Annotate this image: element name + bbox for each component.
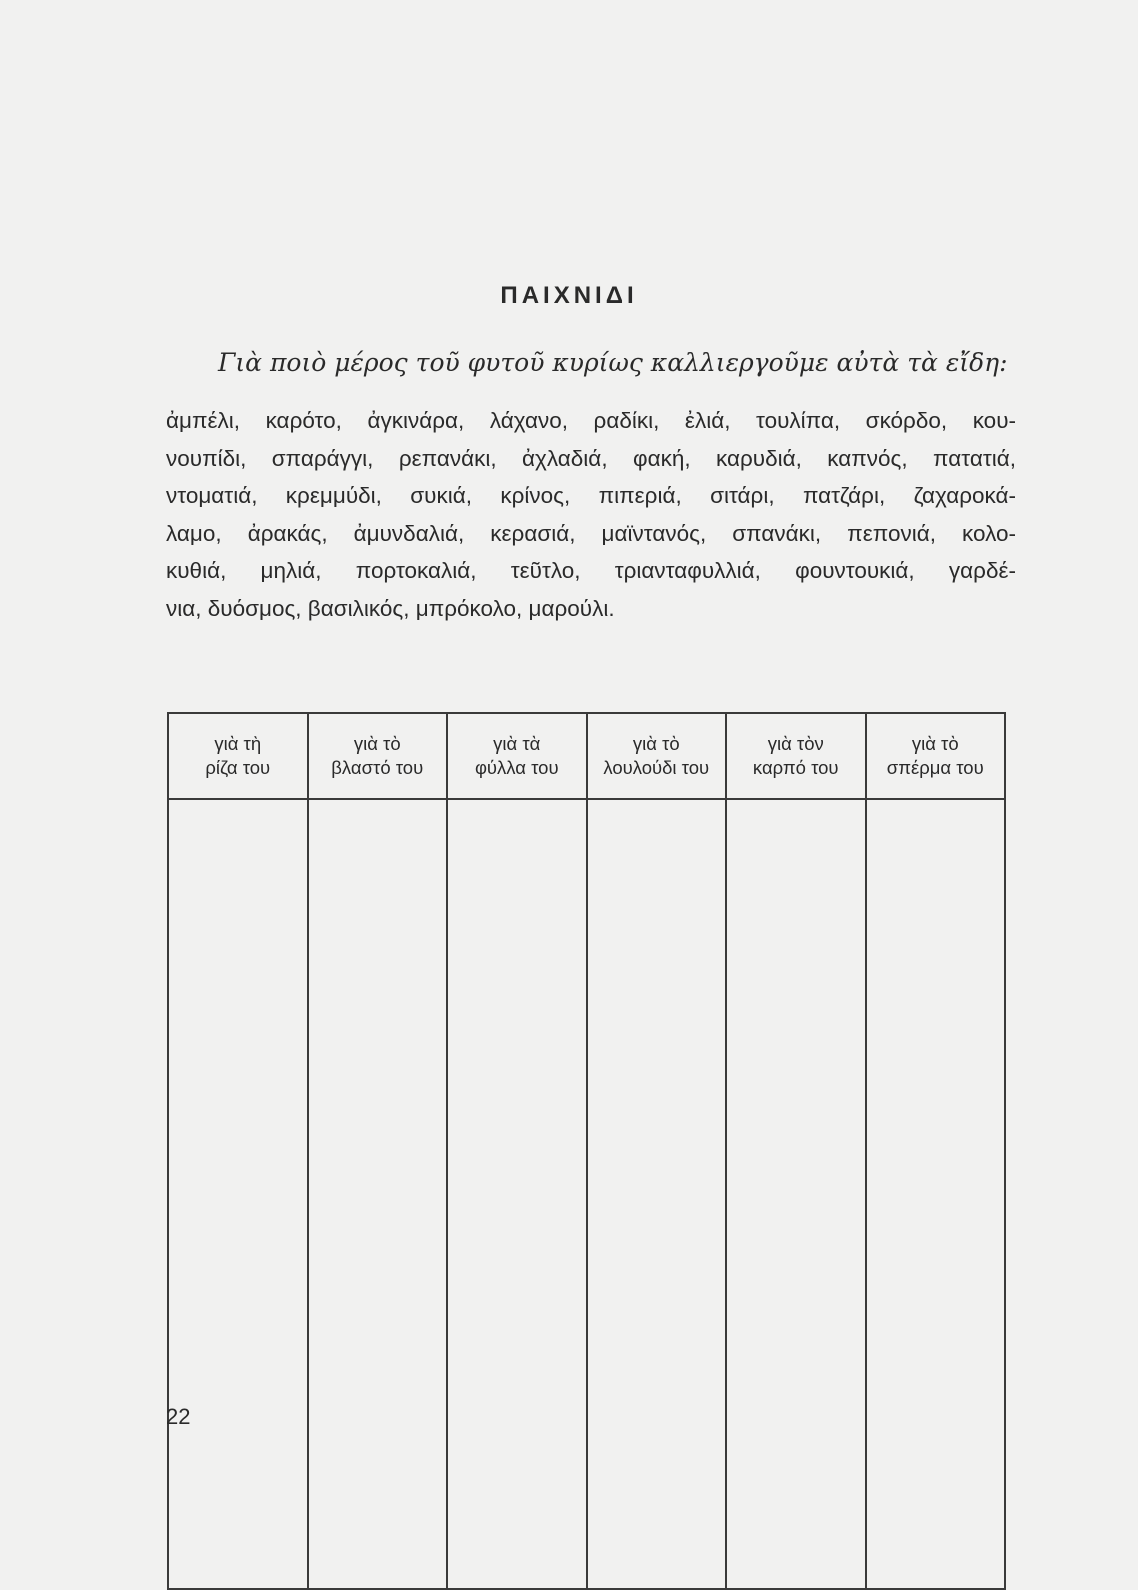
page-title: ΠΑΙΧΝΙΔΙ [500, 282, 638, 309]
column-header-line: γιὰ τὸ [911, 733, 959, 754]
column-header-stem [308, 713, 448, 799]
page-number: 22 [166, 1404, 191, 1429]
column-header-seed [866, 713, 1006, 799]
answer-cell-flower[interactable] [587, 799, 727, 1589]
column-header-line: λουλούδι του [603, 757, 710, 778]
plant-list-line: ἀμπέλι, καρότο, ἀγκινάρα, λάχανο, ραδίκι, ἐλιά, τουλίπα, σκόρδο, κου- [166, 408, 1016, 433]
column-header-line: γιὰ τὸ [632, 733, 680, 754]
column-header-line: καρπό του [752, 757, 839, 778]
plant-list-paragraph [166, 402, 1016, 627]
plant-parts-table [167, 712, 1006, 1590]
answer-cell-seed[interactable] [866, 799, 1006, 1589]
plant-list-line: κυθιά, μηλιά, πορτοκαλιά, τεῦτλο, τριανταφυλλιά, φουντουκιά, γαρδέ- [166, 558, 1016, 583]
column-header-line: γιὰ τὸν [767, 733, 824, 754]
column-header-root [168, 713, 308, 799]
answer-cell-root[interactable] [168, 799, 308, 1589]
plant-list-line: νουπίδι, σπαράγγι, ρεπανάκι, ἀχλαδιά, φακή, καρυδιά, καπνός, πατατιά, [166, 445, 1016, 471]
plant-list-line: ντοματιά, κρεμμύδι, συκιά, κρίνος, πιπεριά, σιτάρι, πατζάρι, ζαχαροκά- [166, 483, 1016, 508]
plant-list-line: νια, δυόσμος, βασιλικός, μπρόκολο, μαρούλι. [166, 595, 615, 621]
question-text: Γιὰ ποιὸ μέρος τοῦ φυτοῦ κυρίως καλλιεργοῦμε αὐτὰ τὰ εἴδη: [218, 348, 1008, 377]
answer-cell-stem[interactable] [308, 799, 448, 1589]
plant-list-line: λαμο, ἀρακάς, ἀμυνδαλιά, κερασιά, μαϊντανός, σπανάκι, πεπονιά, κολο- [166, 520, 1016, 546]
column-header-fruit [726, 713, 866, 799]
answer-cell-leaves[interactable] [447, 799, 587, 1589]
table-answer-row [168, 799, 1005, 1589]
column-header-line: βλαστό του [331, 757, 424, 778]
column-header-line: φύλλα του [474, 757, 559, 778]
table-header-row [168, 713, 1005, 799]
answer-cell-fruit[interactable] [726, 799, 866, 1589]
column-header-leaves [447, 713, 587, 799]
column-header-flower [587, 713, 727, 799]
column-header-line: σπέρμα του [886, 757, 984, 778]
column-header-line: γιὰ τὴ [214, 733, 262, 754]
column-header-line: γιὰ τὸ [353, 733, 401, 754]
column-header-line: γιὰ τὰ [493, 733, 541, 754]
column-header-line: ρίζα του [205, 757, 271, 778]
